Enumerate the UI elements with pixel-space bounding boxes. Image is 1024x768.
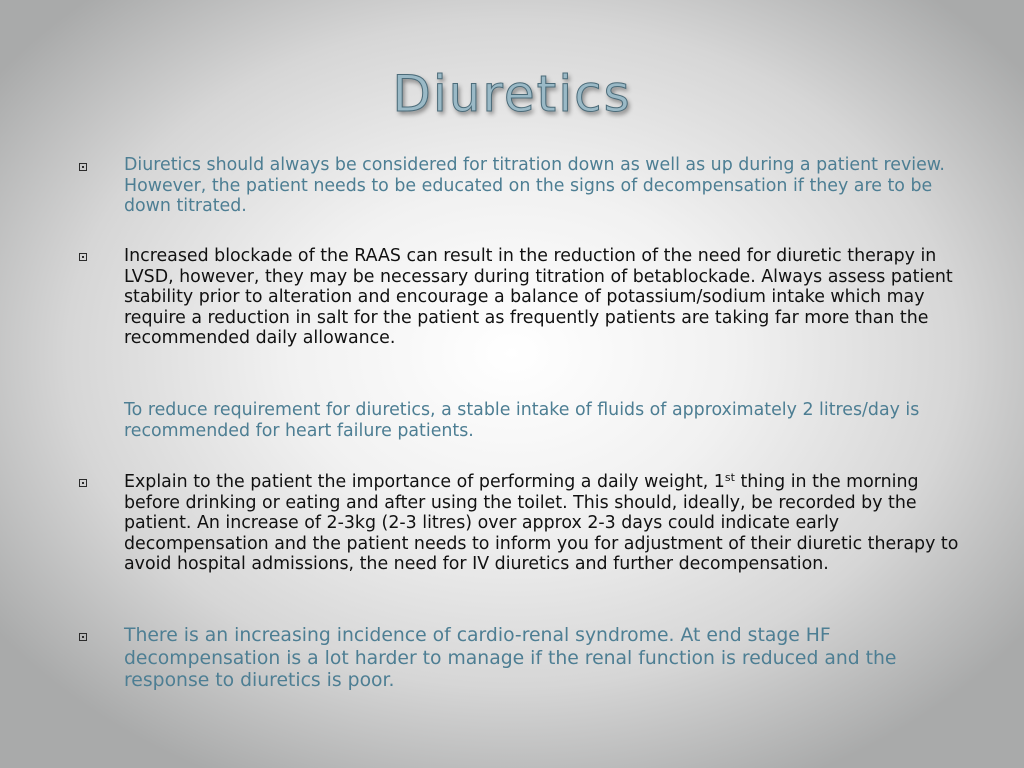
bullet-text-3: [124, 472, 974, 575]
bullet-text-4: There is an increasing incidence of cardio-renal syndrome. At end stage HF decompensation is a lot harder to manage if the renal function is reduced and the response to diuretics is poor.: [124, 625, 897, 691]
bullet-text-3-part2: thing in the morning before drinking or eating and after using the toilet. This should, ideally, be recorded by the patient. An increase of 2-3kg (2-3 litres) over approx 2-3 days could indicate early decompensation and the patient needs to inform you for adjustment of their diuretic therapy to avoid hospital admissions, the need for IV diuretics and further decompensation.: [124, 472, 959, 574]
superscript-st: st: [724, 471, 735, 484]
square-bullet-icon: [79, 479, 87, 487]
square-bullet-icon: [79, 163, 87, 171]
slide-title: Diuretics: [392, 65, 632, 123]
bullet-text-1: Diuretics should always be considered for titration down as well as up during a patient review. However, the patient needs to be educated on the signs of decompensation if they are to be down titrated.: [124, 155, 945, 216]
bullet-text-2: Increased blockade of the RAAS can result in the reduction of the need for diuretic therapy in LVSD, however, they may be necessary during titration of betablockade. Always assess patient stability prior to alteration and encourage a balance of potassium/sodium intake which may require a reduction in salt for the patient as frequently patients are taking far more than the recommended daily allowance.: [124, 246, 953, 348]
square-bullet-icon: [79, 633, 87, 641]
square-bullet-icon: [79, 253, 87, 261]
bullet-text-3-part1: Explain to the patient the importance of performing a daily weight, 1: [124, 472, 725, 492]
sub-paragraph: To reduce requirement for diuretics, a stable intake of fluids of approximately 2 litres/day is recommended for heart failure patients.: [124, 400, 920, 441]
